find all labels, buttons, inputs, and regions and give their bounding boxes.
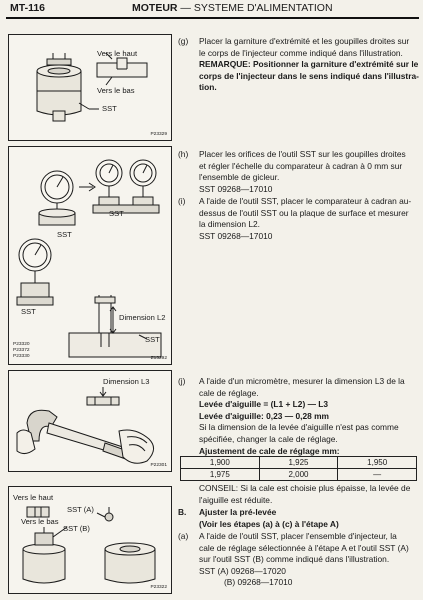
step-g-marker: (g) <box>178 36 189 46</box>
figure-code: P23322 <box>150 585 167 590</box>
shim-adjust-table <box>180 456 417 481</box>
label-dimension-l3: Dimension L3 <box>103 377 150 386</box>
step-h-line-3: l'ensemble de gicleur. <box>199 172 280 183</box>
table-row <box>181 469 417 481</box>
step-a-line-1: A l'aide de l'outil SST, placer l'ensemble d'injecteur, la <box>199 531 397 541</box>
figure-code-3: P23330 <box>13 354 30 359</box>
label-down: Vers le bas <box>97 86 135 95</box>
step-g-note-3: tion. <box>199 82 217 93</box>
step-a-line-4: SST (A) 09268—17020 <box>199 565 286 576</box>
micrometer-drawing <box>9 371 171 471</box>
label-dimension-l2: Dimension L2 <box>119 313 166 322</box>
step-j-levee: Levée d'aiguille: 0,23 — 0,28 mm <box>199 410 330 421</box>
table-cell: 1,900 <box>181 457 260 469</box>
step-i-line-1: A l'aide de l'outil SST, placer le comparateur à cadran au- <box>199 196 412 206</box>
page-number: MT-116 <box>10 2 46 14</box>
table-cell: 1,925 <box>259 457 338 469</box>
step-j-line-2: cale de réglage. <box>199 387 259 398</box>
step-g-line-1: Placer la garniture d'extrémité et les goupilles droites sur <box>199 36 410 46</box>
table-cell: 2,000 <box>259 469 338 481</box>
step-j-line-3: Si la dimension de la levée d'aiguille n'est pas comme <box>199 422 399 433</box>
step-a-marker: (a) <box>178 531 189 541</box>
label-up: Vers le haut <box>13 493 54 502</box>
figure-code-1: P23320 <box>13 342 30 347</box>
conseil-line-2: l'aiguille est réduite. <box>199 494 273 505</box>
injector-gasket-drawing <box>9 35 171 140</box>
dial-gauge-drawing <box>9 147 171 364</box>
step-h-line-4: SST 09268—17010 <box>199 183 273 194</box>
figure-code-2: P23372 <box>13 348 30 353</box>
section-subtitle: SYSTEME D'ALIMENTATION <box>193 2 333 14</box>
step-i-line-2: dessus de l'outil SST ou la plaque de surface et mesurer <box>199 207 409 218</box>
label-sst: SST <box>102 104 117 113</box>
table-cell: 1,950 <box>338 457 417 469</box>
step-j-line-4: spécifiée, changer la cale de réglage. <box>199 433 338 444</box>
label-up: Vers le haut <box>97 49 138 58</box>
step-j-line-1: A l'aide d'un micromètre, mesurer la dimension L3 de la <box>199 376 405 386</box>
label-sst-b: SST (B) <box>63 524 90 533</box>
step-g-note-2: corps de l'injecteur dans le sens indiqué dans l'illustra- <box>199 70 419 81</box>
label-sst-a: SST (A) <box>67 505 94 514</box>
conseil-line-1: CONSEIL: Si la cale est choisie plus épaisse, la levée de <box>199 483 411 493</box>
step-i-line-4: SST 09268—17010 <box>199 230 273 241</box>
step-a-line-5: (B) 09268—17010 <box>224 577 293 588</box>
step-g-note-1: REMARQUE: Positionner la garniture d'extrémité sur le <box>199 59 419 70</box>
figure-pre-lift <box>8 486 172 594</box>
step-g-text <box>199 36 419 94</box>
pre-lift-drawing <box>9 487 171 593</box>
section-b-marker: B. <box>178 507 187 517</box>
figure-micrometer <box>8 370 172 472</box>
table-cell: — <box>338 469 417 481</box>
header-rule <box>6 17 419 19</box>
conseil-note <box>199 483 419 506</box>
step-j-text <box>199 376 419 457</box>
label-sst-lower: SST <box>21 307 36 316</box>
page-title <box>132 2 333 14</box>
figure-code: P22301 <box>150 463 167 468</box>
label-down: Vers le bas <box>21 517 59 526</box>
step-h-line-2: et régler l'échelle du comparateur à cadran à 0 mm sur <box>199 160 403 171</box>
step-h-line-1: Placer les orifices de l'outil SST sur les goupilles droites <box>199 149 406 159</box>
table-cell: 1,975 <box>181 469 260 481</box>
step-i-marker: (i) <box>178 196 186 206</box>
label-sst-top: SST <box>57 230 72 239</box>
figure-dial-gauge <box>8 146 172 365</box>
section-b-heading <box>199 507 419 530</box>
step-h-text <box>199 149 419 195</box>
figure-end-gasket <box>8 34 172 141</box>
step-a-line-3: sur l'outil SST (B) comme indiqué dans l'illustration. <box>199 554 390 565</box>
step-j-marker: (j) <box>178 376 186 386</box>
step-i-line-3: la dimension L2. <box>199 219 260 230</box>
section-title: MOTEUR <box>132 2 178 14</box>
figure-code-right: Z15292 <box>150 356 167 361</box>
step-j-table-title: Ajustement de cale de réglage mm: <box>199 445 340 456</box>
step-g-line-2: le corps de l'injecteur comme indiqué dans l'illustration. <box>199 47 403 58</box>
label-sst-bottom: SST <box>145 335 160 344</box>
step-i-text <box>199 196 419 242</box>
figure-code: P23329 <box>150 132 167 137</box>
table-row <box>181 457 417 469</box>
label-sst-mid: SST <box>109 209 124 218</box>
section-b-title: Ajuster la pré-levée <box>199 507 277 517</box>
step-a-text <box>199 531 419 589</box>
step-j-formula: Levée d'aiguille = (L1 + L2) — L3 <box>199 399 329 410</box>
step-h-marker: (h) <box>178 149 189 159</box>
step-a-line-2: cale de réglage sélectionnée à l'étape A et l'outil SST (A) <box>199 542 409 553</box>
title-separator: — <box>180 2 191 14</box>
section-b-subtitle: (Voir les étapes (a) à (c) à l'étape A) <box>199 518 339 529</box>
